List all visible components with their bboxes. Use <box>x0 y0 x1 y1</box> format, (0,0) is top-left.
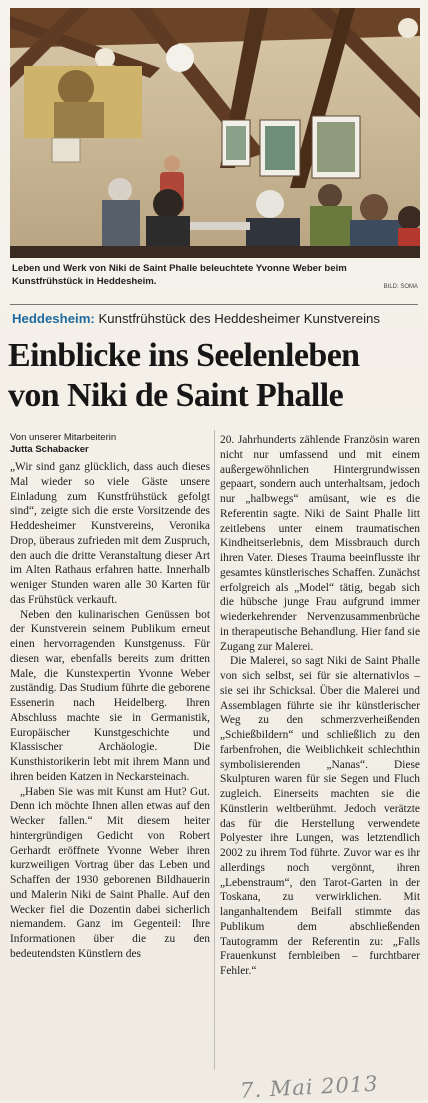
byline-intro: Von unserer Mitarbeiterin <box>10 432 117 443</box>
paragraph: „Wir sind ganz glücklich, dass auch dieses Mal wieder so viele Gäste unsere Einladung zum Kunstfrühstück gefolgt sind“, zeigte sich die erste Vorsitzende des Heddesheimer Kunstvereins, Veronika Drop, überaus zufrieden mit dem Zuspruch, den auch die dritte Veranstaltung dieser Art im Alten Rathaus erfahren hatte. Innerhalb weniger Stunden waren alle 30 Karten für das Frühstück verkauft. <box>10 461 210 606</box>
paragraph: „Haben Sie was mit Kunst am Hut? Gut. Denn ich möchte Ihnen allen etwas auf den Wecker fallen.“ Mit diesem heiter hintergründigen Gedicht von Robert Gerhardt eröffnete Yvonne Weber ihren kurzweiligen Vortrag über das Leben und Schaffen der 1930 geborenen Bildhauerin und Malerin Niki de Saint Phalle. Auf den Wecker fiel die Dozentin dabei sicherlich niemandem. Ganz im Gegenteil: Ihre Informationen über die zu den bedeutendsten Künstlern des <box>10 785 210 960</box>
byline-author: Jutta Schabacker <box>10 444 89 455</box>
divider <box>10 304 418 305</box>
article-photo <box>10 8 420 258</box>
photo-credit: BILD: SOMA <box>383 284 418 290</box>
handwritten-date: 7. Mai 2013 <box>239 1071 380 1103</box>
paragraph: Die Malerei, so sagt Niki de Saint Phalle von sich selbst, sei für sie alternativlos – sie sei ihr Schicksal. Über die Malerei und Assemblagen führte sie ihr künstlerischer Weg zu den schmerzverheißenden „Schießbildern“ und schließlich zu den farbenfrohen, die Weiblichkeit schlechthin symbolisierenden „Nanas“. Diese Skulpturen waren für sie Segen und Fluch zugleich. Einerseits machten sie die Künstlerin weltberühmt. Jedoch verätzte das für die Herstellung verwendete Polyester ihre Lungen, was letztendlich 2002 zu ihrem Tod führte. Zuvor war es ihr allerdings noch vergönnt, ihren „Lebenstraum“, den Tarot-Garten in der Toskana, zu verwirklichen. Mit langanhaltendem Beifall stimmte das Publikum dem abschließenden Tautogramm der Referentin zu: „Falls Frauenkunst fernbleiben – furchtbarer Fehler.“ <box>220 655 420 977</box>
article-column-2 <box>220 433 420 1073</box>
column-divider <box>214 430 215 1070</box>
kicker-place: Heddesheim: <box>12 311 95 326</box>
paragraph: Neben den kulinarischen Genüssen bot der Kunstverein seinem Publikum erneut einen hervorragenden Kunstgenuss. Für diesen war, ebenfalls bereits zum dritten Male, die Kunstexpertin Yvonne Weber zuständig. Das Studium führte die geborene Essenerin nach Heidelberg. Ihren Abschluss machte sie in Germanistik, Europäischer Kunstgeschichte und Klassischer Archäologie. Die Kunsthistorikerin lebt mit ihrem Mann und ihren beiden Katzen in Neckarsteinach. <box>10 608 210 783</box>
article-headline: Einblicke ins Seelenleben von Niki de Saint Phalle <box>8 337 360 414</box>
article-kicker <box>12 311 380 326</box>
article-column-1 <box>10 460 210 1075</box>
paragraph: 20. Jahrhunderts zählende Französin waren nicht nur umfassend und mit einem außergewöhnlichen Hintergrundwissen gepaart, sondern auch unterhaltsam, jedoch nur „halbwegs“ amüsant, wie es die Referentin sagte. Niki de Saint Phalle litt zeitlebens unter einem traumatischen Kindheitserlebnis, dem Missbrauch durch ihren Vater. Dieses Trauma beeinflusste ihr gesamtes künstlerisches Schaffen. Zunächst erfolgreich als „Model“ tätig, begab sich die hübsche junge Frau aufgrund immer wiederkehrender Nervenzusammenbrüche in therapeutische Behandlung. Hier fand sie Zugang zur Malerei. <box>220 434 420 653</box>
byline <box>10 432 210 456</box>
photo-caption: Leben und Werk von Niki de Saint Phalle beleuchtete Yvonne Weber beim Kunstfrühstück in Heddesheim. <box>12 263 347 287</box>
kicker-text: Kunstfrühstück des Heddesheimer Kunstvereins <box>98 311 380 326</box>
